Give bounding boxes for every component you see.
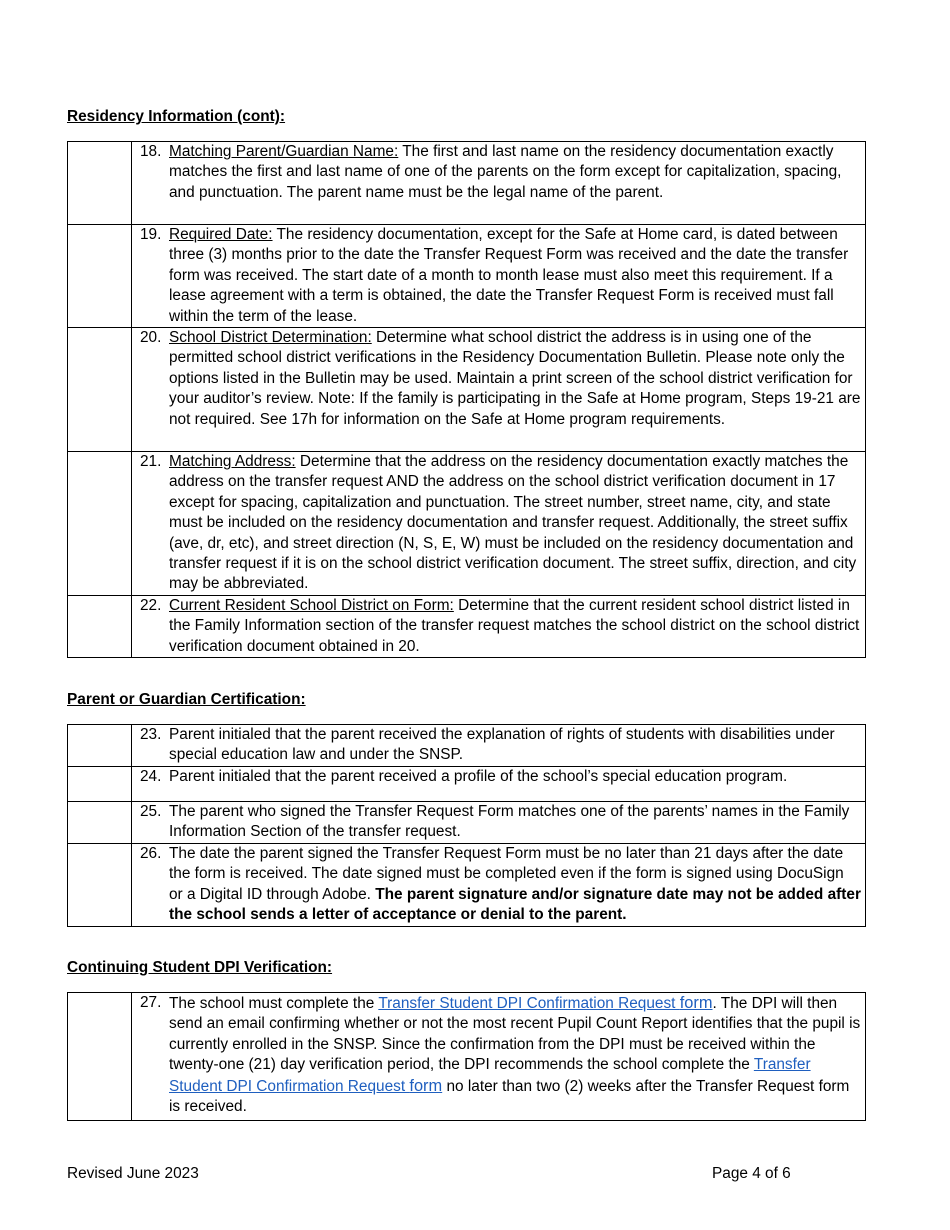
- checklist-row-26: [68, 844, 866, 927]
- item-title: Required Date:: [169, 226, 273, 243]
- item-text: no later than two (2) weeks after the Transfer Request form is received.: [169, 1077, 850, 1116]
- checklist-row-19: [68, 225, 866, 328]
- checkbox-cell[interactable]: [68, 452, 132, 596]
- footer-revised-date: Revised June 2023: [67, 1165, 199, 1182]
- item-number: 22.: [140, 597, 162, 615]
- checkbox-cell[interactable]: [68, 328, 132, 452]
- item-title: Current Resident School District on Form:: [169, 597, 454, 615]
- dpi-confirmation-form-link[interactable]: Transfer Student DPI Confirmation Request form: [378, 994, 713, 1012]
- checklist-row-24: [68, 767, 866, 802]
- item-number: 23.: [140, 726, 162, 743]
- footer-page-number: Page 4 of 6: [712, 1165, 791, 1182]
- checklist-row-27: [68, 993, 866, 1121]
- residency-checklist-table: [67, 141, 866, 658]
- checklist-row-22: [68, 596, 866, 658]
- checkbox-cell[interactable]: [68, 844, 132, 927]
- item-text: The date the parent signed the Transfer Request Form must be no later than 21 days after the date the form is received. The date signed must be completed even if the form is signed using DocuSign or a Digital ID through Adobe.: [169, 845, 844, 903]
- item-text: The residency documentation, except for the Safe at Home card, is dated between three (3) months prior to the date the Transfer Request Form was received and the date the transfer form was received. The start date of a month to month lease must also meet this requirement. If a lease agreement with a term is obtained, the date the Transfer Request Form is received must fall within the term of the lease.: [169, 226, 849, 325]
- item-text: The parent who signed the Transfer Request Form matches one of the parents’ names in the Family Information Section of the transfer request.: [169, 803, 850, 841]
- section-heading-residency: Residency Information (cont):: [67, 108, 286, 125]
- item-number: 27.: [140, 994, 162, 1011]
- dpi-checklist-table: [67, 992, 866, 1121]
- item-number: 20.: [140, 329, 162, 347]
- item-title: School District Determination:: [169, 329, 372, 347]
- checkbox-cell[interactable]: [68, 142, 132, 225]
- item-text: Parent initialed that the parent received a profile of the school’s special education program.: [169, 768, 788, 785]
- item-text: The school must complete the: [169, 995, 379, 1012]
- checkbox-cell[interactable]: [68, 225, 132, 328]
- certification-checklist-table: [67, 724, 866, 927]
- item-number: 21.: [140, 453, 162, 471]
- item-text: Determine that the address on the residency documentation exactly matches the address on the transfer request AND the address on the school district verification document in 17 except for spacing, capitalization and punctuation. The street number, street name, city, and state must be included on the residency documentation and transfer request. Additionally, the street suffix (ave, dr, etc), and street direction (N, S, E, W) must be included on the residency documentation and transfer request if it is on the school district verification document. The street suffix, direction, and city may be abbreviated.: [169, 453, 857, 593]
- checkbox-cell[interactable]: [68, 802, 132, 844]
- dpi-confirmation-form-link-2[interactable]: Transfer Student DPI Confirmation Request form: [169, 1056, 811, 1095]
- checklist-row-23: [68, 725, 866, 767]
- item-number: 19.: [140, 226, 162, 243]
- item-title: Matching Address:: [169, 453, 296, 471]
- checkbox-cell[interactable]: [68, 725, 132, 767]
- item-number: 25.: [140, 803, 162, 820]
- checklist-row-25: [68, 802, 866, 844]
- item-title: Matching Parent/Guardian Name:: [169, 143, 399, 160]
- item-text: Parent initialed that the parent received the explanation of rights of students with disabilities under special education law and under the SNSP.: [169, 726, 835, 764]
- checkbox-cell[interactable]: [68, 596, 132, 658]
- item-number: 26.: [140, 845, 162, 862]
- checkbox-cell[interactable]: [68, 993, 132, 1121]
- checklist-row-18: [68, 142, 866, 225]
- section-heading-dpi: Continuing Student DPI Verification:: [67, 959, 333, 976]
- item-bold-text: The parent signature and/or signature date may not be added after the school sends a letter of acceptance or denial to the parent.: [169, 885, 861, 924]
- checklist-row-21: [68, 452, 866, 596]
- section-heading-certification: Parent or Guardian Certification:: [67, 691, 306, 708]
- item-text: Determine that the current resident school district listed in the Family Information section of the transfer request matches the school district on the school district verification document obtained in 20.: [169, 597, 860, 655]
- checkbox-cell[interactable]: [68, 767, 132, 802]
- item-text: . The DPI will then send an email confirming whether or not the most recent Pupil Count Report identifies that the pupil is currently enrolled in the SNSP. Since the confirmation from the DPI must be received within the twenty-one (21) day verification period, the DPI recommends the school complete the: [169, 995, 861, 1074]
- item-text: The first and last name on the residency documentation exactly matches the first and last name of one of the parents on the form except for capitalization, spacing, and punctuation. The parent name must be the legal name of the parent.: [169, 143, 842, 201]
- item-text: Determine what school district the address is in using one of the permitted school district verifications in the Residency Documentation Bulletin. Please note only the options listed in the Bulletin may be used. Maintain a print screen of the school district verification for your auditor’s review. Note: If the family is participating in the Safe at Home program, Steps 19-21 are not required. See 17h for information on the Safe at Home program requirements.: [169, 329, 861, 428]
- item-number: 18.: [140, 143, 162, 160]
- checklist-row-20: [68, 328, 866, 452]
- item-number: 24.: [140, 768, 162, 785]
